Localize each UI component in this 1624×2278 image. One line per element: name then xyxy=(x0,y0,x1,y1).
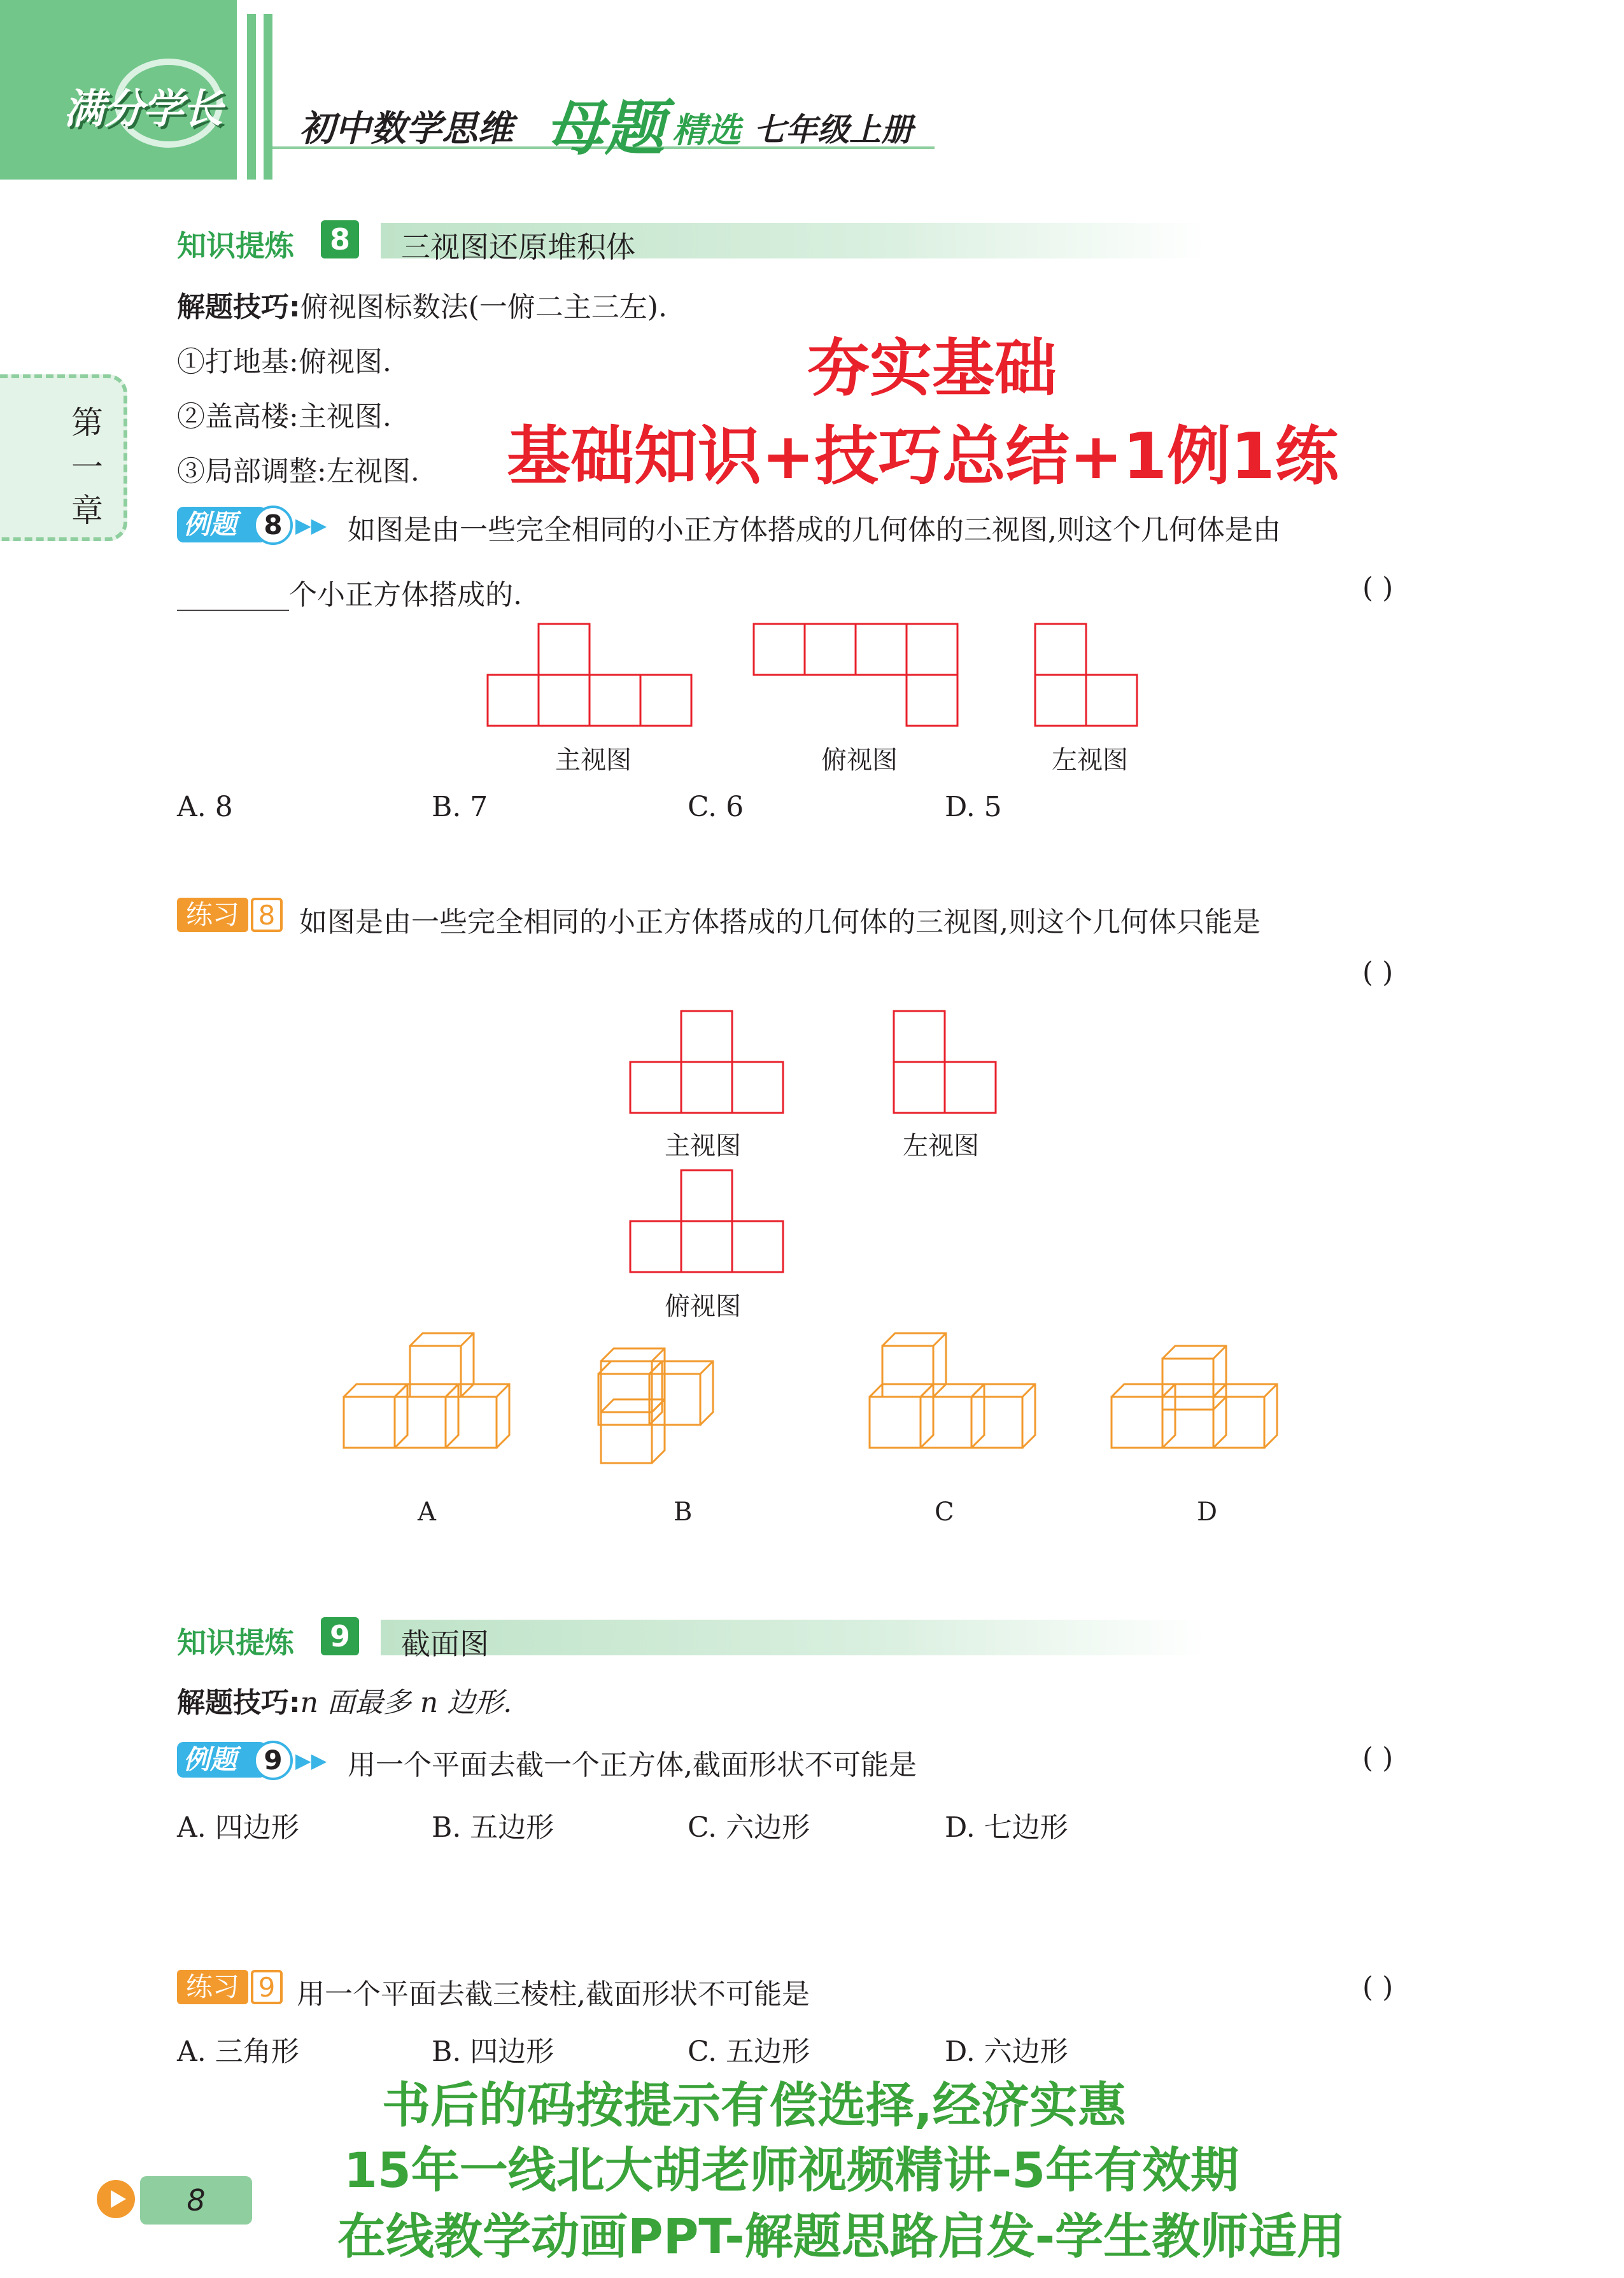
caption-left-view: 左视图 xyxy=(903,1131,979,1161)
section-number: 8 xyxy=(321,220,359,258)
option-solids-figure xyxy=(331,1331,1337,1490)
example-question-line2: ________个小正方体搭成的. xyxy=(177,579,522,611)
option-a: A. 四边形 xyxy=(177,1811,299,1844)
front-view-grid xyxy=(488,624,691,726)
option-d: D. 七边形 xyxy=(945,1811,1068,1844)
caption-top-view: 俯视图 xyxy=(821,746,898,775)
step-3: ③局部调整:左视图. xyxy=(177,455,420,488)
book-title-part2: 母题 xyxy=(545,94,665,164)
solid-c xyxy=(870,1333,1035,1448)
example-question: 用一个平面去截一个正方体,截面形状不可能是 xyxy=(348,1749,917,1781)
example-question: 如图是由一些完全相同的小正方体搭成的几何体的三视图,则这个几何体是由 xyxy=(348,514,1281,546)
promo-line-3: 在线教学动画PPT-解题思路启发-学生教师适用 xyxy=(337,2208,1346,2265)
section-title: 截面图 xyxy=(401,1627,489,1661)
solid-d xyxy=(1112,1346,1277,1448)
example-tag-label: 例题 xyxy=(177,507,266,542)
play-icon xyxy=(97,2180,135,2218)
example-tag-label: 例题 xyxy=(177,1742,266,1778)
book-title-part1: 初中数学思维 xyxy=(299,108,513,150)
caption-front-view: 主视图 xyxy=(555,746,632,775)
chapter-char: 一 xyxy=(71,449,103,486)
promo-headline: 夯实基础 xyxy=(807,332,1057,405)
option-b: B. 7 xyxy=(432,791,488,823)
option-b: B. 四边形 xyxy=(432,2035,554,2068)
answer-paren: ( ) xyxy=(1362,956,1394,989)
option-c: C. 六边形 xyxy=(688,1811,810,1844)
caption-left-view: 左视图 xyxy=(1052,746,1128,775)
chapter-tab xyxy=(0,374,127,541)
practice-tag-number: 9 xyxy=(251,1970,283,2004)
section-header-8 xyxy=(177,220,1221,264)
option-d: D. 六边形 xyxy=(945,2035,1068,2068)
chapter-char: 章 xyxy=(71,492,103,529)
step-2: ②盖高楼:主视图. xyxy=(177,400,392,433)
answer-paren: ( ) xyxy=(1362,1971,1394,2004)
tip-text: 俯视图标数法(一俯二主三左). xyxy=(300,291,667,323)
left-view-grid xyxy=(894,1011,996,1113)
practice-tag-8 xyxy=(177,898,285,933)
header-bar xyxy=(247,14,256,180)
option-letter-b: B xyxy=(674,1497,693,1527)
tip-label: 解题技巧: xyxy=(177,1687,300,1719)
answer-paren: ( ) xyxy=(1362,1742,1394,1774)
section-label: 知识提炼 xyxy=(177,1625,294,1660)
top-view-grid xyxy=(630,1170,783,1272)
option-c: C. 五边形 xyxy=(688,2035,810,2068)
section-number: 9 xyxy=(321,1617,359,1655)
practice-tag-9 xyxy=(177,1970,285,2006)
chapter-char: 第 xyxy=(71,404,103,441)
practice-tag-number: 8 xyxy=(251,898,283,932)
example-tag-8 xyxy=(177,506,327,542)
double-arrow-icon: ▶▶ xyxy=(295,1748,327,1772)
solid-b xyxy=(598,1348,713,1463)
option-d: D. 5 xyxy=(945,791,1002,823)
option-a: A. 8 xyxy=(177,791,233,823)
section-title: 三视图还原堆积体 xyxy=(401,230,635,264)
tip-text: n 面最多 n 边形. xyxy=(300,1687,512,1719)
front-view-grid xyxy=(630,1011,783,1113)
solid-a xyxy=(344,1333,509,1448)
left-view-grid xyxy=(1035,624,1137,726)
caption-top-view: 俯视图 xyxy=(665,1292,741,1321)
logo-text: 满分学长 xyxy=(64,86,222,133)
option-a: A. 三角形 xyxy=(177,2035,299,2068)
promo-line-1: 书后的码按提示有偿选择,经济实惠 xyxy=(382,2077,1126,2133)
section-label: 知识提炼 xyxy=(177,229,294,263)
tip-line xyxy=(177,1680,512,1720)
promo-subline: 基础知识+技巧总结+1例1练 xyxy=(507,419,1339,493)
practice-question: 如图是由一些完全相同的小正方体搭成的几何体的三视图,则这个几何体只能是 xyxy=(299,906,1260,938)
option-c: C. 6 xyxy=(688,791,744,823)
three-view-figure-example8 xyxy=(484,621,1159,730)
option-letter-c: C xyxy=(935,1497,954,1527)
tip-label: 解题技巧: xyxy=(177,291,300,323)
promo-line-2: 15年一线北大胡老师视频精讲-5年有效期 xyxy=(344,2142,1239,2198)
book-title-part3: 精选 xyxy=(672,110,741,150)
example-tag-number: 9 xyxy=(253,1741,293,1780)
top-view-grid xyxy=(754,624,957,726)
answer-paren: ( ) xyxy=(1362,572,1394,604)
header-bar xyxy=(264,14,272,180)
practice-tag-label: 练习 xyxy=(177,1970,248,2004)
double-arrow-icon: ▶▶ xyxy=(295,513,327,537)
section-band xyxy=(381,1620,1208,1655)
page-number: 8 xyxy=(140,2176,252,2225)
option-b: B. 五边形 xyxy=(432,1811,554,1844)
caption-front-view: 主视图 xyxy=(665,1131,741,1161)
book-title-part4: 七年级上册 xyxy=(754,111,913,148)
option-letter-d: D xyxy=(1197,1497,1218,1527)
step-1: ①打地基:俯视图. xyxy=(177,346,392,378)
example-tag-number: 8 xyxy=(253,506,293,545)
example-tag-9 xyxy=(177,1741,327,1778)
practice-tag-label: 练习 xyxy=(177,898,248,932)
option-letter-a: A xyxy=(418,1497,436,1527)
practice-question: 用一个平面去截三棱柱,截面形状不可能是 xyxy=(297,1978,810,2011)
section-header-9 xyxy=(177,1617,1221,1661)
tip-line xyxy=(177,284,667,325)
